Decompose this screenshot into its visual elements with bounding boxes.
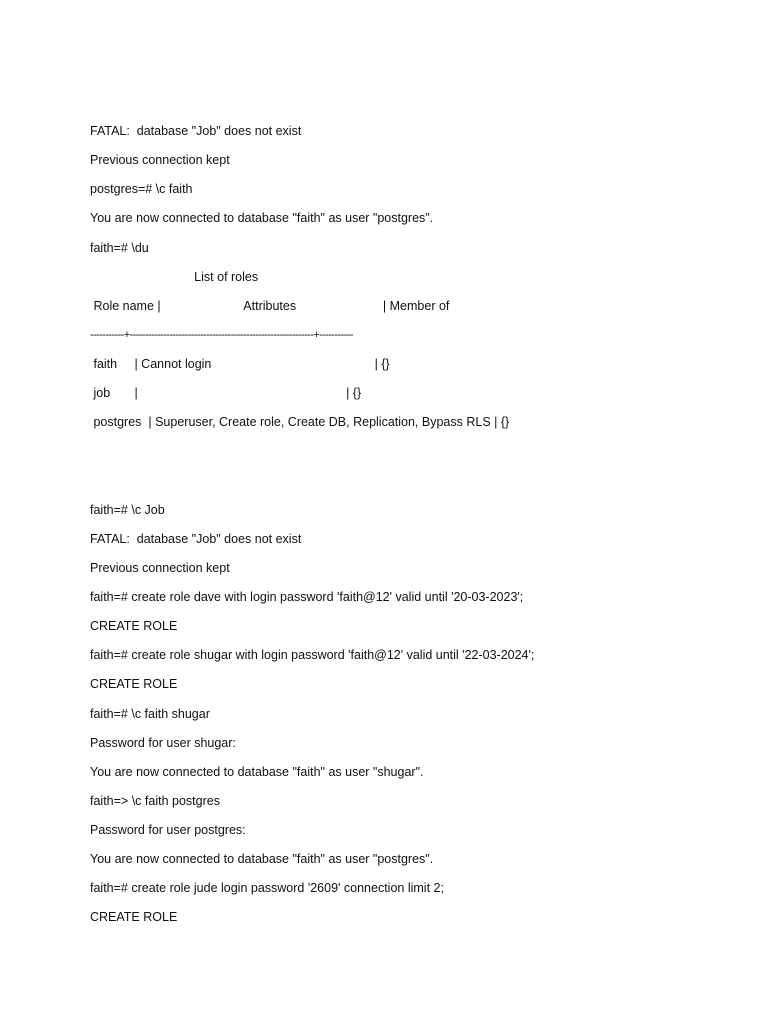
- log-line: You are now connected to database "faith" as user "postgres".: [90, 852, 434, 866]
- log-line: Password for user postgres:: [90, 823, 246, 837]
- log-line: Previous connection kept: [90, 561, 230, 575]
- log-line: postgres=# \c faith: [90, 182, 193, 196]
- log-line: faith=# create role dave with login password 'faith@12' valid until '20-03-2023';: [90, 590, 524, 604]
- log-line: You are now connected to database "faith" as user "postgres".: [90, 211, 434, 225]
- log-line: faith=> \c faith postgres: [90, 794, 220, 808]
- log-line: Previous connection kept: [90, 153, 230, 167]
- log-line: faith=# \c faith shugar: [90, 707, 210, 721]
- log-line: faith=# \du: [90, 241, 149, 255]
- log-line: FATAL: database "Job" does not exist: [90, 532, 302, 546]
- log-line: faith=# create role shugar with login password 'faith@12' valid until '22-03-2024';: [90, 648, 535, 662]
- log-line: Password for user shugar:: [90, 736, 236, 750]
- log-line: faith=# \c Job: [90, 503, 165, 517]
- roles-table-row: postgres | Superuser, Create role, Create DB, Replication, Bypass RLS | {}: [90, 415, 510, 429]
- log-line: You are now connected to database "faith" as user "shugar".: [90, 765, 424, 779]
- roles-table-row: job | | {}: [90, 386, 362, 400]
- log-line: CREATE ROLE: [90, 910, 178, 924]
- log-line: CREATE ROLE: [90, 619, 178, 633]
- roles-table-separator: -----------+------------------------------------------------------------+-----------: [90, 329, 353, 341]
- roles-table-caption: List of roles: [90, 270, 259, 284]
- log-line: FATAL: database "Job" does not exist: [90, 124, 302, 138]
- log-line: CREATE ROLE: [90, 677, 178, 691]
- roles-table-row: faith | Cannot login | {}: [90, 357, 390, 371]
- roles-table-header: Role name | Attributes | Member of: [90, 299, 450, 313]
- log-line: faith=# create role jude login password '2609' connection limit 2;: [90, 881, 444, 895]
